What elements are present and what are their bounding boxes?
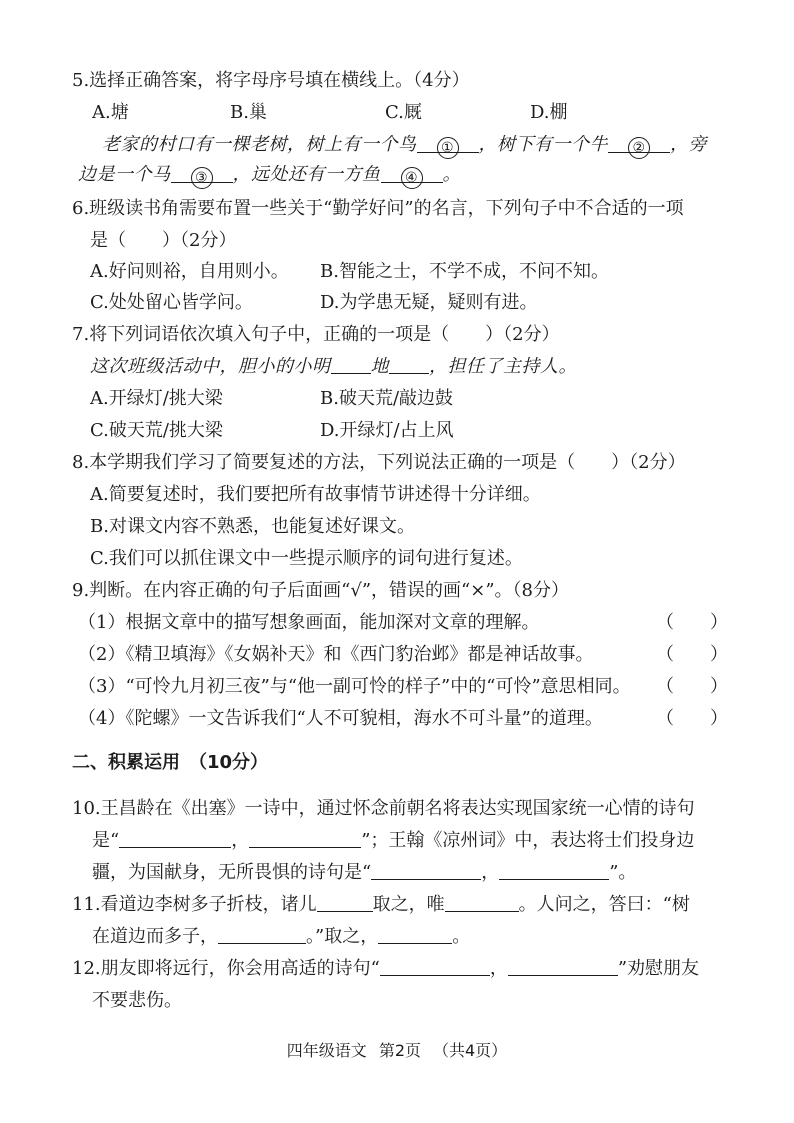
q9-item-4: （4）《陀螺》一文告诉我们“人不可貌相，海水不可斗量”的道理。 （ ） <box>0 706 794 732</box>
q10-line1: 10.王昌龄在《出塞》一诗中，通过怀念前朝名将表达实现国家统一心情的诗句 <box>72 798 695 819</box>
q6-option-a: A.好问则裕，自用则小。 <box>90 261 289 282</box>
q11-blank-4 <box>378 925 452 944</box>
q7-option-b: B.破天荒/敲边鼓 <box>320 388 454 409</box>
q5-blank-1: ① <box>417 134 479 153</box>
footer-total-pages: （共4页） <box>433 1041 508 1060</box>
q9-answer-paren-2: （ ） <box>656 644 728 665</box>
q6-option-c: C.处处留心皆学问。 <box>90 292 253 313</box>
q6-option-b: B.智能之士，不学不成，不问不知。 <box>320 261 609 282</box>
q10-blank-4 <box>499 861 609 880</box>
q12-blank-1 <box>380 957 490 976</box>
q8-stem: 8.本学期我们学习了简要复述的方法，下列说法正确的一项是（ ）（2分） <box>72 452 686 473</box>
q6-stem-line2: 是（ ）（2分） <box>90 230 237 251</box>
q9-answer-paren-3: （ ） <box>656 676 728 697</box>
q5-blank-4: ④ <box>381 164 443 183</box>
q10-line3: 疆，为国献身，无所畏惧的诗句是“ ， ”。 <box>92 862 637 883</box>
q5-passage-line1: 老家的村口有一棵老树，树上有一个鸟 ① ，树下有一个牛 ② ，旁 <box>0 132 794 158</box>
q10-blank-3 <box>371 861 481 880</box>
footer-page-number: 第2页 <box>378 1041 421 1060</box>
q5-passage-line2: 边是一个马 ③ ，远处还有一方鱼 ④ 。 <box>0 162 794 188</box>
q8-option-a: A.简要复述时，我们要把所有故事情节讲述得十分详细。 <box>90 484 541 505</box>
q7-stem: 7.将下列词语依次填入句子中，正确的一项是（ ）（2分） <box>72 324 560 345</box>
q7-sentence: 这次班级活动中，胆小的小明 地 ，担任了主持人。 <box>90 356 577 377</box>
section-2-heading: 二、积累运用 （10分） <box>72 752 269 773</box>
q5-option-d: D.棚 <box>530 102 568 123</box>
q5-option-b: B.巢 <box>230 102 267 123</box>
q11-blank-2 <box>445 893 519 912</box>
q9-item-1: （1）根据文章中的描写想象画面，能加深对文章的理解。 （ ） <box>0 610 794 636</box>
footer-subject: 四年级语文 <box>286 1041 367 1060</box>
q9-item-2: （2）《精卫填海》《女娲补天》和《西门豹治邺》都是神话故事。 （ ） <box>0 642 794 668</box>
q7-option-c: C.破天荒/挑大梁 <box>90 420 223 441</box>
q9-item-3: （3）“可怜九月初三夜”与“他一副可怜的样子”中的“可怜”意思相同。 （ ） <box>0 674 794 700</box>
q7-blank-1 <box>331 355 371 374</box>
q9-answer-paren-1: （ ） <box>656 612 728 633</box>
q11-blank-3 <box>218 925 306 944</box>
q11-line1: 11.看道边李树多子折枝，诸儿 取之，唯 。人问之，答曰：“树 <box>72 894 690 915</box>
q5-option-c: C.厩 <box>385 102 422 123</box>
q7-option-d: D.开绿灯/占上风 <box>320 420 454 441</box>
q9-stem: 9.判断。在内容正确的句子后面画“√”，错误的画“×”。（8分） <box>72 580 569 601</box>
q10-blank-2 <box>249 829 361 848</box>
q10-blank-1 <box>119 829 231 848</box>
q6-option-d: D.为学患无疑，疑则有进。 <box>320 292 538 313</box>
q11-blank-1 <box>317 893 373 912</box>
q8-option-c: C.我们可以抓住课文中一些提示顺序的词句进行复述。 <box>90 548 523 569</box>
q6-stem-line1: 6.班级读书角需要布置一些关于“勤学好问”的名言，下列句子中不合适的一项 <box>72 198 684 219</box>
page-footer <box>0 1038 794 1061</box>
q11-line2: 在道边而多子， 。”取之， 。 <box>92 926 471 947</box>
q7-option-a: A.开绿灯/挑大梁 <box>90 388 223 409</box>
q12-line2: 不要悲伤。 <box>92 990 182 1011</box>
q9-answer-paren-4: （ ） <box>656 708 728 729</box>
q10-line2: 是“ ， ”；王翰《凉州词》中，表达将士们投身边 <box>92 830 695 851</box>
q5-stem: 5.选择正确答案，将字母序号填在横线上。（4分） <box>72 70 470 91</box>
q5-option-a: A.塘 <box>92 102 129 123</box>
q5-blank-2: ② <box>608 134 670 153</box>
q8-option-b: B.对课文内容不熟悉，也能复述好课文。 <box>90 516 415 537</box>
q7-blank-2 <box>389 355 429 374</box>
q12-blank-2 <box>508 957 618 976</box>
q5-blank-3: ③ <box>171 164 233 183</box>
q12-line1: 12.朋友即将远行，你会用高适的诗句“ ， ”劝慰朋友 <box>72 958 700 979</box>
